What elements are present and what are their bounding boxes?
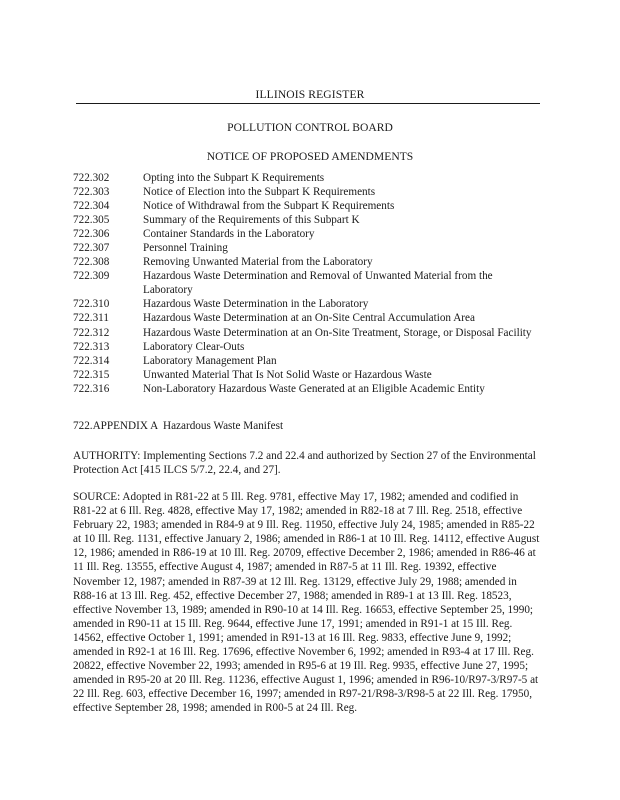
section-row <box>73 368 543 382</box>
section-row <box>73 340 543 354</box>
section-title: Hazardous Waste Determination at an On-Site Treatment, Storage, or Disposal Facility <box>143 326 532 339</box>
section-title: Notice of Withdrawal from the Subpart K Requirements <box>143 200 395 213</box>
section-number: 722.307 <box>73 242 110 255</box>
section-row <box>73 269 543 297</box>
section-number: 722.309 <box>73 270 110 283</box>
section-number: 722.316 <box>73 382 110 395</box>
section-number: 722.306 <box>73 228 110 241</box>
header-title: ILLINOIS REGISTER <box>255 88 365 101</box>
header-rule <box>76 103 540 104</box>
notice-title: NOTICE OF PROPOSED AMENDMENTS <box>206 150 414 163</box>
section-number: 722.304 <box>73 200 110 213</box>
section-row <box>73 213 543 227</box>
section-title: Non-Laboratory Hazardous Waste Generated at an Eligible Academic Entity <box>143 382 485 395</box>
section-title: Laboratory Management Plan <box>143 354 277 367</box>
section-row <box>73 185 543 199</box>
section-row <box>73 311 543 325</box>
section-number: 722.303 <box>73 186 110 199</box>
section-title: Container Standards in the Laboratory <box>143 228 315 241</box>
appendix-entry <box>73 419 283 433</box>
section-number: 722.310 <box>73 298 110 311</box>
section-row <box>73 354 543 368</box>
appendix-label: 722.APPENDIX A <box>73 420 159 432</box>
section-title: Unwanted Material That Is Not Solid Waste or Hazardous Waste <box>143 368 432 381</box>
section-number: 722.312 <box>73 326 110 339</box>
section-row <box>73 326 543 340</box>
section-number: 722.314 <box>73 354 110 367</box>
appendix-title: Hazardous Waste Manifest <box>163 420 284 432</box>
section-number: 722.302 <box>73 172 110 184</box>
section-title: Hazardous Waste Determination in the Laboratory <box>143 298 369 311</box>
authority-paragraph: AUTHORITY: Implementing Sections 7.2 and 22.4 and authorized by Section 27 of the Environmental Protection Act [415 ILCS 5/7.2, 22.4, and 27]. <box>73 450 536 477</box>
section-title: Summary of the Requirements of this Subpart K <box>143 214 360 227</box>
section-number: 722.315 <box>73 368 110 381</box>
section-number: 722.308 <box>73 256 110 269</box>
section-row <box>73 255 543 269</box>
section-row <box>73 199 543 213</box>
section-row <box>73 382 543 396</box>
section-title: Hazardous Waste Determination and Removal of Unwanted Material from the Laboratory <box>143 270 493 297</box>
section-title: Personnel Training <box>143 242 228 255</box>
section-number: 722.313 <box>73 340 110 353</box>
section-title: Removing Unwanted Material from the Laboratory <box>143 256 373 269</box>
section-number: 722.311 <box>73 312 109 325</box>
section-title: Notice of Election into the Subpart K Requirements <box>143 186 376 199</box>
section-title: Laboratory Clear-Outs <box>143 340 245 353</box>
board-title: POLLUTION CONTROL BOARD <box>227 121 393 134</box>
section-row <box>73 297 543 311</box>
section-row <box>73 171 543 185</box>
section-number: 722.305 <box>73 214 110 227</box>
section-row <box>73 227 543 241</box>
section-row <box>73 241 543 255</box>
source-paragraph: SOURCE: Adopted in R81-22 at 5 Ill. Reg. 9781, effective May 17, 1982; amended and codified in R81-22 at 6 Ill. Reg. 4828, effective May 17, 1982; amended in R82-18 at 7 Ill. Reg. 2518, effective February 22, 1983; amended in R84-9 at 9 Ill. Reg. 11950, effective July 24, 1985; amended in R85-22 at 10 Ill. Reg. 1131, effective January 2, 1986; amended in R86-1 at 10 Ill. Reg. 14112, effective August 12, 1986; amended in R86-19 at 10 Ill. Reg. 20709, effective December 2, 1986; amended in R86-46 at 11 Ill. Reg. 13555, effective August 4, 1987; amended in R87-5 at 11 Ill. Reg. 19392, effective November 12, 1987; amended in R87-39 at 12 Ill. Reg. 13129, effective July 29, 1988; amended in R88-16 at 13 Ill. Reg. 452, effective December 27, 1988; amended in R89-1 at 13 Ill. Reg. 18523, effective November 13, 1989; amended in R90-10 at 14 Ill. Reg. 16653, effective September 25, 1990; amended in R90-11 at 15 Ill. Reg. 9644, effective June 17, 1991; amended in R91-1 at 15 Ill. Reg. 14562, effective October 1, 1991; amended in R91-13 at 16 Ill. Reg. 9833, effective June 9, 1992; amended in R92-1 at 16 Ill. Reg. 17696, effective November 6, 1992; amended in R93-4 at 17 Ill. Reg. 20822, effective November 22, 1993; amended in R95-6 at 19 Ill. Reg. 9935, effective June 27, 1995; amended in R95-20 at 20 Ill. Reg. 11236, effective August 1, 1996; amended in R96-10/R97-3/R97-5 at 22 Ill. Reg. 603, effective December 16, 1997; amended in R97-21/R98-3/R98-5 at 22 Ill. Reg. 17950, effective September 28, 1998; amended in R00-5 at 24 Ill. Reg. <box>73 491 540 715</box>
section-list <box>73 171 543 396</box>
section-title: Opting into the Subpart K Requirements <box>143 172 325 184</box>
section-title: Hazardous Waste Determination at an On-Site Central Accumulation Area <box>143 312 475 325</box>
